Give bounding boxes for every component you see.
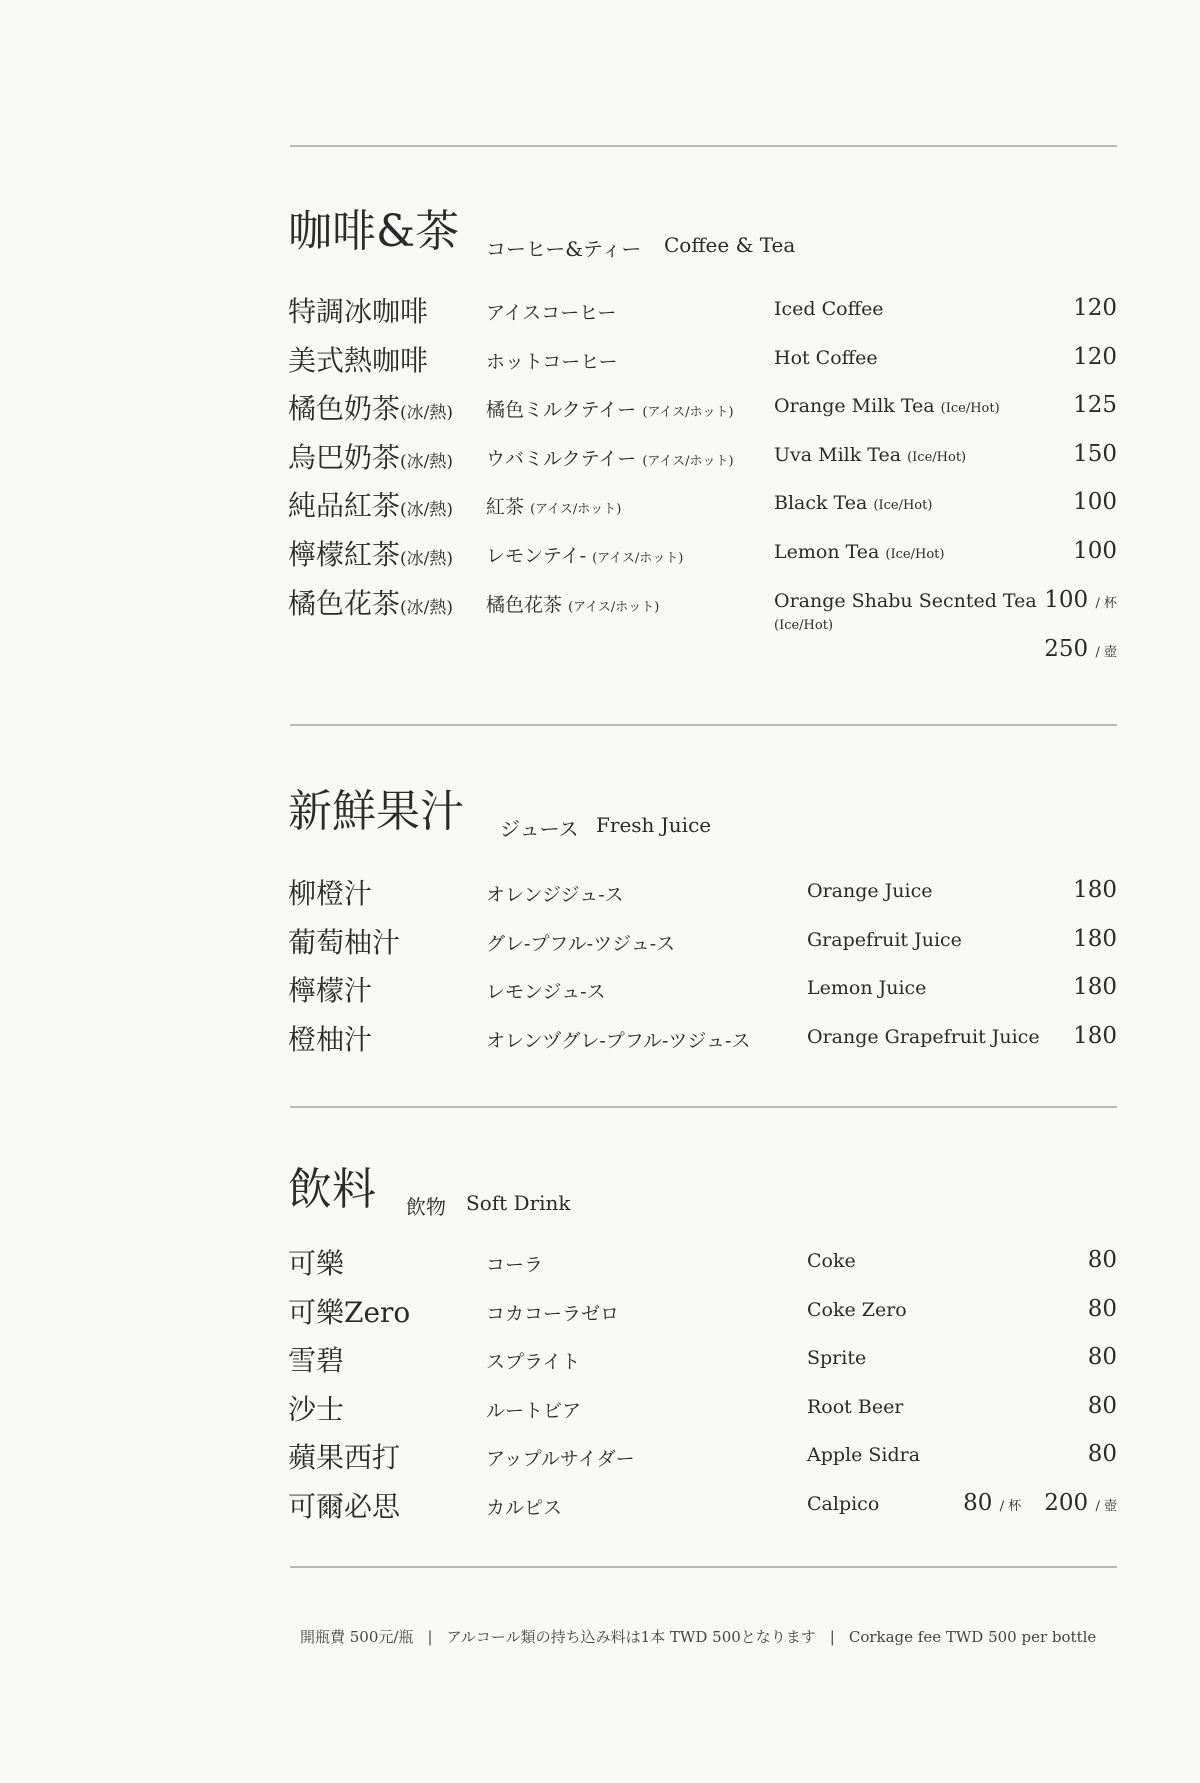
price-value: 80 xyxy=(1087,1296,1117,1322)
price-value: 120 xyxy=(1073,295,1117,321)
item-name-zh-text: 可樂 xyxy=(288,1247,345,1280)
item-name-zh-text: 葡萄柚汁 xyxy=(288,926,401,959)
item-name-jp-text: カルピス xyxy=(486,1497,563,1519)
section-subtitle-en: Soft Drink xyxy=(466,1191,571,1215)
price-value: 80 xyxy=(963,1490,993,1516)
separator: | xyxy=(427,1628,433,1646)
item-name-jp-text: オレンヅグレ-プフル-ツジュ-ス xyxy=(486,1030,751,1052)
item-name-zh xyxy=(288,872,372,912)
menu-item xyxy=(0,582,1200,662)
menu-item xyxy=(0,1485,1200,1525)
item-name-jp xyxy=(486,880,624,907)
item-name-jp-text: レモンテイ- xyxy=(486,545,587,567)
item-name-en xyxy=(774,298,884,320)
price-value: 100 xyxy=(1073,538,1117,564)
section-subtitle-jp: コーヒー&ティー xyxy=(486,237,642,261)
menu-item xyxy=(0,1291,1200,1331)
section-subtitle-en: Coffee & Tea xyxy=(664,233,796,257)
price-value: 80 xyxy=(1087,1393,1117,1419)
footer-note xyxy=(300,1626,1096,1647)
item-name-jp xyxy=(486,1026,750,1053)
menu-item xyxy=(0,436,1200,476)
item-price xyxy=(1073,926,1117,952)
item-name-en xyxy=(807,1250,856,1272)
item-name-jp xyxy=(486,977,606,1004)
item-name-zh xyxy=(288,484,453,524)
item-name-jp xyxy=(486,1347,580,1374)
item-name-jp-text: ルートビア xyxy=(486,1400,582,1422)
menu-item xyxy=(0,387,1200,427)
price-value: 150 xyxy=(1073,441,1117,467)
item-name-en-text: Orange Milk Tea xyxy=(774,395,935,417)
divider xyxy=(290,145,1117,147)
item-name-en xyxy=(774,444,966,466)
item-name-en xyxy=(807,977,926,999)
item-price xyxy=(1073,974,1117,1000)
item-price-2 xyxy=(1044,636,1117,662)
item-price xyxy=(1088,1441,1117,1467)
item-name-jp-text: アップルサイダー xyxy=(486,1448,635,1470)
menu-item xyxy=(0,969,1200,1009)
item-name-jp xyxy=(486,444,734,471)
item-temp-note-jp: (アイス/ホット) xyxy=(642,454,734,469)
item-name-jp-text: グレ-プフル-ツジュ-ス xyxy=(486,933,676,955)
item-name-zh-text: 檸檬汁 xyxy=(288,974,373,1007)
corkage-jp: アルコール類の持ち込み料は1本 TWD 500となります xyxy=(446,1628,816,1646)
price-value-2: 200 xyxy=(1044,1490,1089,1516)
item-name-jp xyxy=(486,1250,543,1277)
divider xyxy=(290,1566,1117,1568)
price-value: 100 xyxy=(1073,489,1117,515)
item-price xyxy=(1088,1393,1117,1419)
item-name-en-text: Orange Juice xyxy=(807,880,933,902)
corkage-en: Corkage fee TWD 500 per bottle xyxy=(848,1628,1097,1646)
price-unit-2: / 壺 xyxy=(1095,645,1117,660)
item-temp-note-en: (Ice/Hot) xyxy=(907,450,967,465)
item-temp-note: (冰/熱) xyxy=(400,403,454,423)
item-temp-note-jp: (アイス/ホット) xyxy=(592,551,684,566)
item-name-jp xyxy=(486,1299,619,1326)
price-unit: / 杯 xyxy=(1095,596,1117,611)
item-name-jp-text: ホットコーヒー xyxy=(486,351,618,373)
item-temp-note: (冰/熱) xyxy=(400,598,454,618)
item-name-en xyxy=(807,1347,866,1369)
item-name-zh-text: 雪碧 xyxy=(288,1344,345,1377)
item-name-zh xyxy=(288,387,453,427)
item-name-zh xyxy=(288,1291,410,1331)
item-name-en xyxy=(807,880,933,902)
item-name-en-text: Lemon Tea xyxy=(774,541,880,563)
item-name-jp-text: 橘色ミルクテイー xyxy=(486,399,637,421)
item-name-zh-text: 純品紅茶 xyxy=(288,489,401,522)
item-temp-note-jp: (アイス/ホット) xyxy=(568,600,660,615)
section-title: 新鮮果汁 xyxy=(288,786,464,837)
item-temp-note: (冰/熱) xyxy=(400,500,454,520)
item-name-en-text: Uva Milk Tea xyxy=(774,444,902,466)
item-price xyxy=(1044,587,1117,613)
item-name-zh xyxy=(288,1436,400,1476)
item-name-jp xyxy=(486,1444,635,1471)
item-temp-note-jp: (アイス/ホット) xyxy=(642,405,734,420)
divider xyxy=(290,724,1117,726)
price-value: 80 xyxy=(1087,1441,1117,1467)
item-name-zh xyxy=(288,969,372,1009)
item-name-en xyxy=(807,1026,1040,1048)
item-temp-note-en: (Ice/Hot) xyxy=(774,618,834,633)
item-name-en xyxy=(774,590,1037,612)
item-name-jp-text: アイスコーヒー xyxy=(486,302,617,324)
item-name-jp xyxy=(486,541,683,568)
item-price xyxy=(1088,1344,1117,1370)
item-name-zh-text: 檸檬紅茶 xyxy=(288,538,401,571)
item-name-en xyxy=(774,492,932,514)
item-name-zh-text: 可爾必思 xyxy=(288,1490,401,1523)
price-unit: / 杯 xyxy=(999,1499,1022,1514)
item-price xyxy=(1088,1296,1117,1322)
price-value: 120 xyxy=(1073,344,1117,370)
item-name-jp-text: 橘色花茶 xyxy=(486,594,563,616)
item-temp-note: (冰/熱) xyxy=(400,549,454,569)
item-name-en xyxy=(774,347,878,369)
item-name-zh-text: 柳橙汁 xyxy=(288,877,373,910)
item-price xyxy=(1088,1247,1117,1273)
item-name-jp xyxy=(486,347,617,374)
item-price xyxy=(1073,344,1117,370)
item-name-jp-text: ウバミルクテイー xyxy=(486,448,637,470)
item-name-zh-text: 特調冰咖啡 xyxy=(288,295,429,328)
menu-item xyxy=(0,339,1200,379)
item-price xyxy=(963,1490,1117,1516)
item-name-zh-text: 橙柚汁 xyxy=(288,1023,373,1056)
item-temp-note-en: (Ice/Hot) xyxy=(940,401,1000,416)
separator: | xyxy=(829,1628,835,1646)
item-name-en xyxy=(774,541,944,563)
item-name-en xyxy=(774,395,1000,417)
item-name-jp xyxy=(486,590,659,617)
item-name-jp xyxy=(486,395,734,422)
item-price xyxy=(1073,392,1117,418)
menu-item xyxy=(0,1242,1200,1282)
price-value: 125 xyxy=(1073,392,1117,418)
item-name-zh-text: 可樂Zero xyxy=(288,1296,411,1329)
menu-item xyxy=(0,921,1200,961)
item-name-en-text: Apple Sidra xyxy=(807,1444,921,1466)
menu-item xyxy=(0,1018,1200,1058)
section-title: 飲料 xyxy=(288,1164,376,1215)
item-name-zh-text: 橘色花茶 xyxy=(288,587,401,620)
item-name-zh xyxy=(288,339,428,379)
item-name-en-text: Iced Coffee xyxy=(774,298,884,320)
item-name-jp-text: レモンジュ-ス xyxy=(486,981,606,1003)
item-name-zh-text: 烏巴奶茶 xyxy=(288,441,401,474)
item-name-en-text: Hot Coffee xyxy=(774,347,878,369)
item-temp-note-en: (Ice/Hot) xyxy=(873,498,933,513)
section-subtitle-jp: 飲物 xyxy=(406,1195,446,1219)
item-name-jp xyxy=(486,492,621,519)
item-name-zh xyxy=(288,1485,400,1525)
item-name-jp-text: コーラ xyxy=(486,1254,544,1276)
item-name-zh xyxy=(288,1388,344,1428)
menu-item xyxy=(0,1388,1200,1428)
menu-item xyxy=(0,872,1200,912)
item-name-en-text: Grapefruit Juice xyxy=(807,929,962,951)
item-temp-note-jp: (アイス/ホット) xyxy=(530,502,622,517)
item-name-jp-text: スプライト xyxy=(486,1351,581,1373)
price-value: 180 xyxy=(1073,877,1117,903)
item-name-en-text: Orange Grapefruit Juice xyxy=(807,1026,1040,1048)
item-name-jp-text: 紅茶 xyxy=(486,496,525,518)
item-temp-note-en: (Ice/Hot) xyxy=(885,547,945,562)
item-name-zh xyxy=(288,1339,344,1379)
item-price xyxy=(1073,1023,1117,1049)
item-price xyxy=(1073,295,1117,321)
menu-item xyxy=(0,1339,1200,1379)
item-name-en-text: Lemon Juice xyxy=(807,977,927,999)
item-price xyxy=(1073,489,1117,515)
price-value: 180 xyxy=(1073,974,1117,1000)
menu-item xyxy=(0,484,1200,524)
price-value-2: 250 xyxy=(1044,636,1089,662)
item-name-en-text: Coke Zero xyxy=(807,1299,907,1321)
item-name-zh xyxy=(288,921,400,961)
price-value: 80 xyxy=(1087,1247,1117,1273)
item-name-en-text: Root Beer xyxy=(807,1396,904,1418)
item-name-en xyxy=(807,1299,907,1321)
corkage-zh: 開瓶費 500元/瓶 xyxy=(300,1628,414,1646)
item-name-en xyxy=(807,1444,920,1466)
item-name-jp-text: コカコーラゼロ xyxy=(486,1303,620,1325)
item-name-zh xyxy=(288,290,428,330)
item-name-en-text: Sprite xyxy=(807,1347,867,1369)
section-title: 咖啡&茶 xyxy=(288,206,460,257)
menu-item xyxy=(0,533,1200,573)
item-name-zh xyxy=(288,1242,344,1282)
item-name-jp xyxy=(486,929,675,956)
item-temp-note: (冰/熱) xyxy=(400,452,454,472)
price-value: 180 xyxy=(1073,1023,1117,1049)
price-value: 180 xyxy=(1073,926,1117,952)
section-subtitle-jp: ジュース xyxy=(500,817,579,841)
divider xyxy=(290,1106,1117,1108)
item-name-zh-text: 蘋果西打 xyxy=(288,1441,401,1474)
item-name-jp xyxy=(486,1493,562,1520)
item-name-zh xyxy=(288,533,453,573)
menu-item xyxy=(0,1436,1200,1476)
menu-item xyxy=(0,290,1200,330)
item-name-zh xyxy=(288,436,453,476)
item-name-jp xyxy=(486,298,616,325)
item-name-zh xyxy=(288,1018,372,1058)
price-value: 100 xyxy=(1044,587,1089,613)
item-name-zh-text: 美式熱咖啡 xyxy=(288,344,429,377)
item-name-zh-text: 橘色奶茶 xyxy=(288,392,401,425)
item-name-en-text: Calpico xyxy=(807,1493,880,1515)
item-name-zh-text: 沙士 xyxy=(288,1393,345,1426)
item-name-jp xyxy=(486,1396,581,1423)
price-unit-2: / 壺 xyxy=(1095,1499,1117,1514)
section-subtitle-en: Fresh Juice xyxy=(596,813,712,837)
item-name-zh xyxy=(288,582,453,622)
item-name-en xyxy=(807,1396,903,1418)
item-name-jp-text: オレンジジュ-ス xyxy=(486,884,624,906)
item-name-en xyxy=(807,929,962,951)
item-price xyxy=(1073,538,1117,564)
item-name-en-text: Coke xyxy=(807,1250,856,1272)
item-name-en-text: Orange Shabu Secnted Tea xyxy=(774,590,1037,612)
item-name-en xyxy=(807,1493,879,1515)
item-price xyxy=(1073,441,1117,467)
item-name-en-text: Black Tea xyxy=(774,492,868,514)
price-value: 80 xyxy=(1087,1344,1117,1370)
item-price xyxy=(1073,877,1117,903)
